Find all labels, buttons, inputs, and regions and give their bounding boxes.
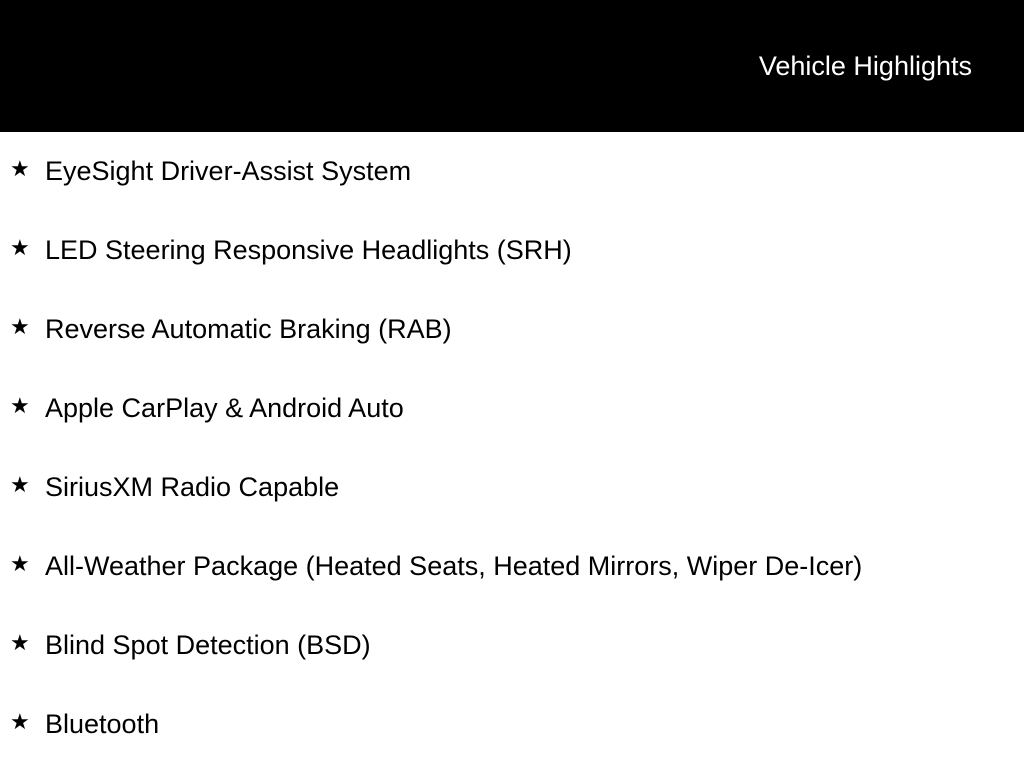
list-item <box>0 448 1024 527</box>
list-item <box>0 606 1024 685</box>
star-icon: ★ <box>10 472 30 497</box>
list-item <box>0 211 1024 290</box>
highlight-label: All-Weather Package (Heated Seats, Heated Mirrors, Wiper De-Icer) <box>45 551 863 581</box>
list-item <box>0 685 1024 764</box>
highlight-label: SiriusXM Radio Capable <box>45 472 340 502</box>
list-item <box>0 290 1024 369</box>
list-item <box>0 132 1024 211</box>
list-item <box>0 369 1024 448</box>
highlight-label: Blind Spot Detection (BSD) <box>45 630 371 660</box>
highlights-list <box>0 132 1024 764</box>
header-bar <box>0 0 1024 132</box>
star-icon: ★ <box>10 393 30 418</box>
star-icon: ★ <box>10 314 30 339</box>
list-item <box>0 527 1024 606</box>
highlight-label: Reverse Automatic Braking (RAB) <box>45 314 452 344</box>
star-icon: ★ <box>10 551 30 576</box>
highlight-label: Apple CarPlay & Android Auto <box>45 393 404 423</box>
highlight-label: EyeSight Driver-Assist System <box>45 156 412 186</box>
star-icon: ★ <box>10 630 30 655</box>
page-title: Vehicle Highlights <box>758 51 972 81</box>
star-icon: ★ <box>10 235 30 260</box>
star-icon: ★ <box>10 156 30 181</box>
highlight-label: Bluetooth <box>45 709 160 739</box>
star-icon: ★ <box>10 709 30 734</box>
highlight-label: LED Steering Responsive Headlights (SRH) <box>45 235 572 265</box>
